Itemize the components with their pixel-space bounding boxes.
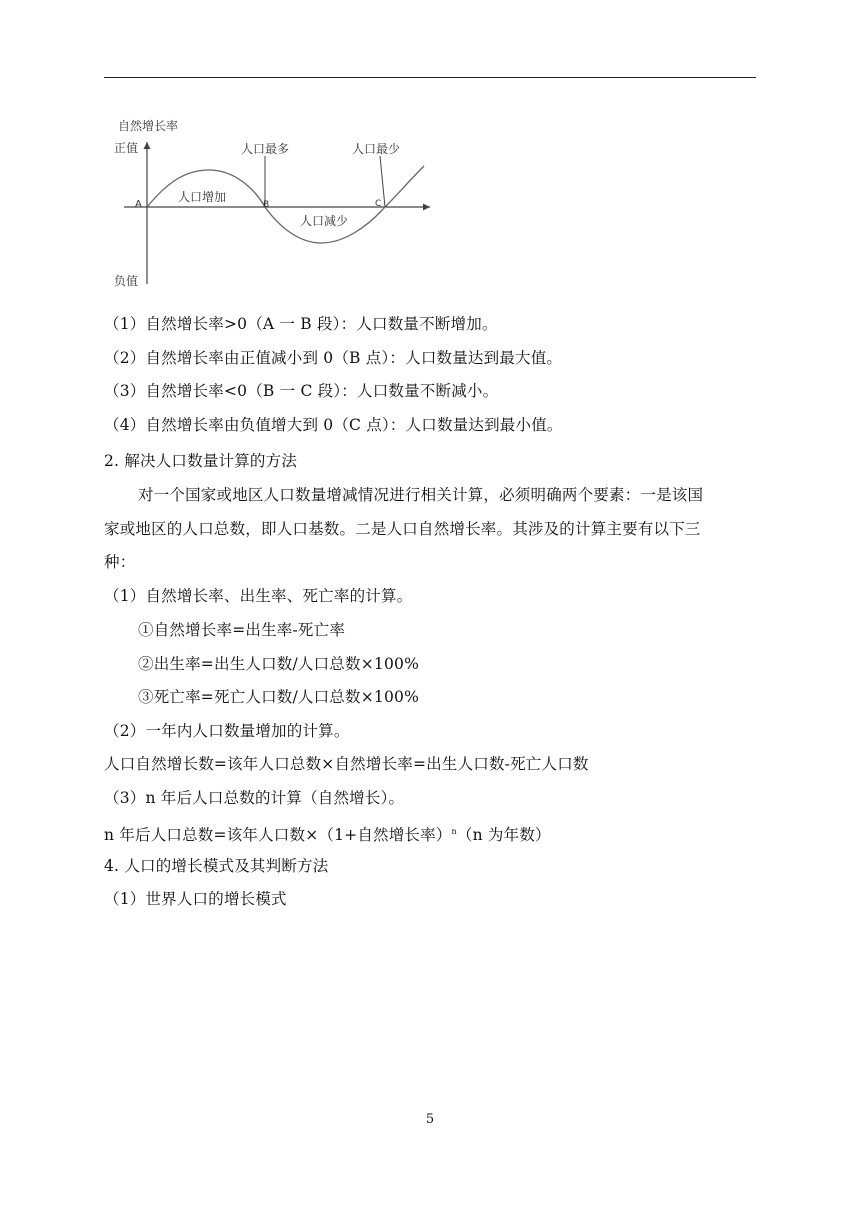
increase-label: 人口增加: [178, 190, 227, 204]
growth-rate-svg: [104, 104, 444, 300]
point-c-label: C: [375, 199, 382, 209]
formula-line: ①自然增长率=出生率-死亡率: [138, 621, 346, 639]
paragraph-line: 种：: [104, 553, 136, 571]
paragraph-line: 对一个国家或地区人口数量增减情况进行相关计算，必须明确两个要素：一是该国: [138, 486, 704, 504]
max-population-label: 人口最多: [241, 142, 290, 156]
header-rule: [104, 77, 756, 78]
text-line: （2）一年内人口数量增加的计算。: [104, 722, 350, 740]
point-a-label: A: [135, 199, 142, 210]
decrease-label: 人口减少: [300, 214, 349, 228]
point-b-label: B: [263, 200, 270, 210]
exponent-n: n: [451, 827, 457, 836]
page-number: 5: [425, 1112, 435, 1127]
section-heading: 4. 人口的增长模式及其判断方法: [104, 857, 329, 875]
paragraph-line: 家或地区的人口总数，即人口基数。二是人口自然增长率。其涉及的计算主要有以下三: [104, 520, 701, 538]
growth-rate-diagram: [104, 104, 444, 300]
text-line: （1）自然增长率、出生率、死亡率的计算。: [104, 587, 413, 605]
formula-text: n 年后人口总数=该年人口数×（1+自然增长率）: [104, 826, 452, 844]
text-line: （3）自然增长率<0（B 一 C 段）：人口数量不断减小。: [104, 382, 499, 400]
text-line: （1）世界人口的增长模式: [104, 890, 287, 908]
positive-label: 正值: [114, 141, 139, 155]
formula-line: ③死亡率=死亡人口数/人口总数×100%: [138, 688, 420, 706]
negative-label: 负值: [114, 274, 139, 288]
formula-note: （n 为年数）: [456, 826, 551, 844]
text-line: （4）自然增长率由负值增大到 0（C 点）：人口数量达到最小值。: [104, 416, 563, 434]
min-population-label: 人口最少: [352, 142, 401, 156]
y-axis-label: 自然增长率: [118, 119, 179, 133]
section-heading: 2. 解决人口数量计算的方法: [104, 452, 298, 470]
text-line: （3）n 年后人口总数的计算（自然增长）。: [104, 789, 405, 807]
formula-line: [104, 822, 551, 845]
formula-line: ②出生率=出生人口数/人口总数×100%: [138, 655, 420, 673]
text-line: （2）自然增长率由正值减小到 0（B 点）：人口数量达到最大值。: [104, 349, 563, 367]
text-line: （1）自然增长率>0（A 一 B 段）：人口数量不断增加。: [104, 315, 498, 333]
formula-line: 人口自然增长数=该年人口总数×自然增长率=出生人口数-死亡人口数: [104, 755, 589, 773]
